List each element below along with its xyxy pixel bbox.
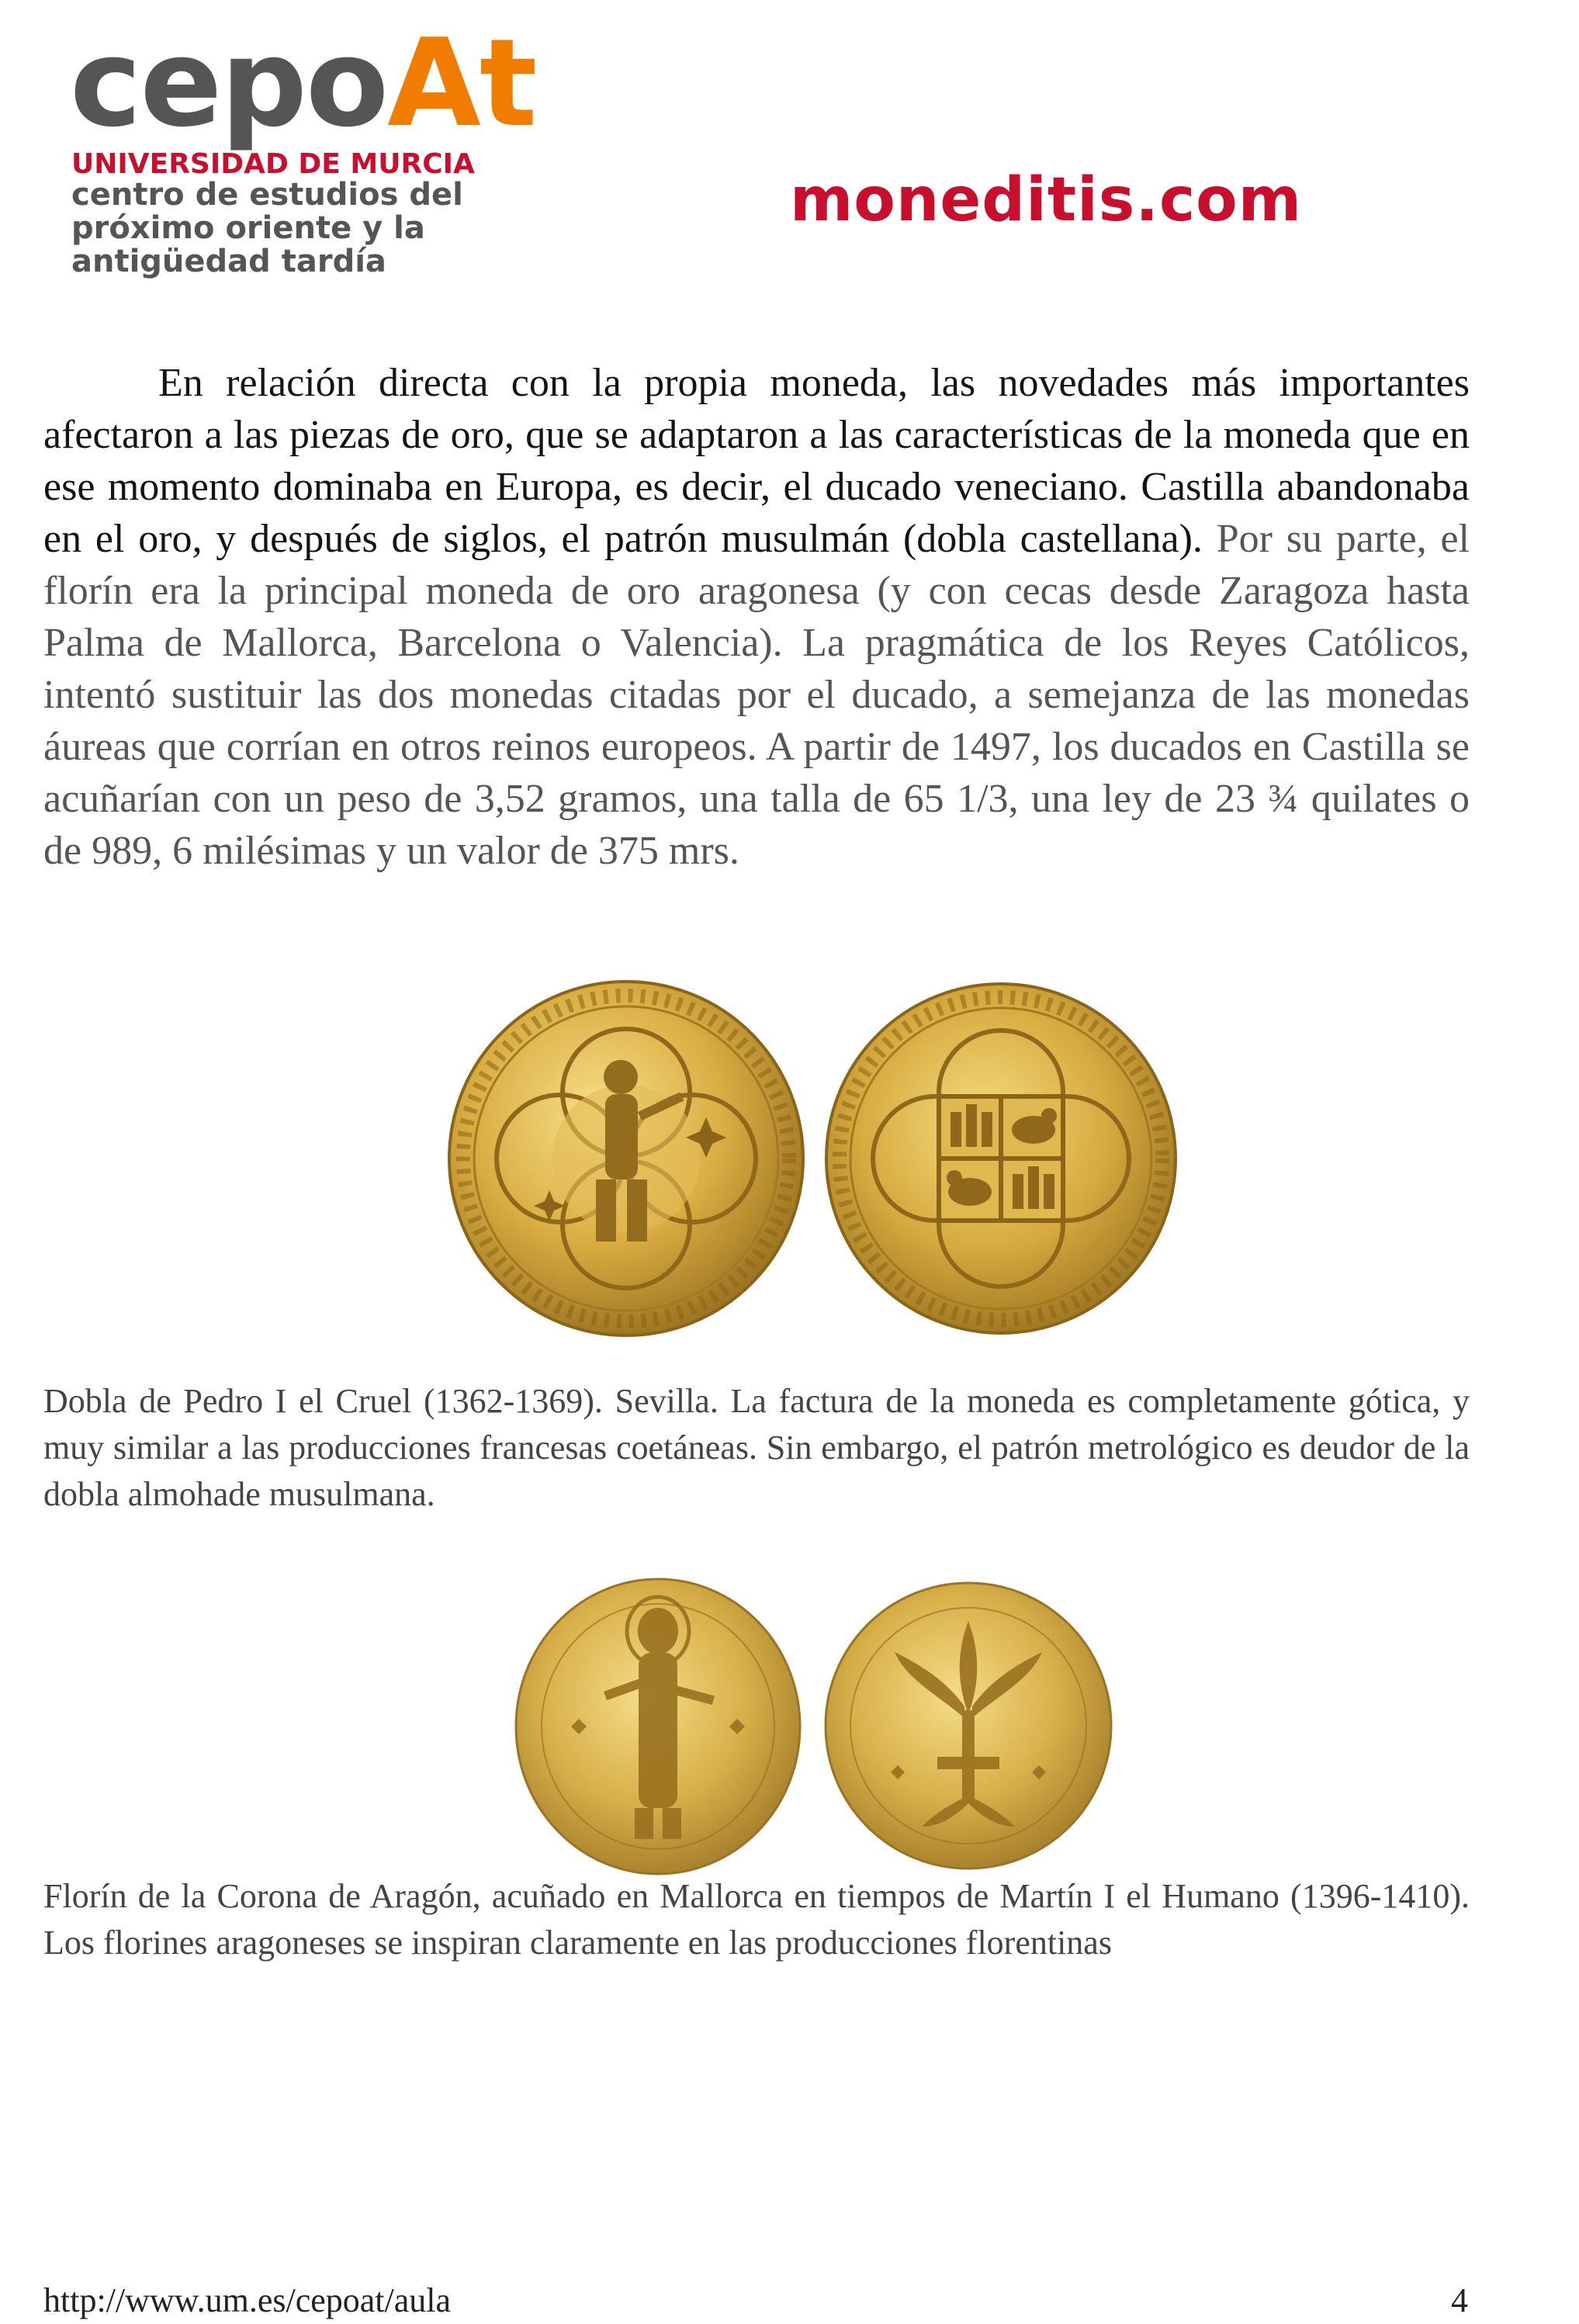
dobla-obverse-coin (444, 976, 809, 1341)
footer-url[interactable]: http://www.um.es/cepoat/aula (43, 2281, 452, 2319)
logo-university: UNIVERSIDAD DE MURCIA (71, 148, 475, 180)
logo-line: próximo oriente y la (71, 210, 425, 246)
logo-line: centro de estudios del (71, 177, 463, 213)
florin-obverse-coin (511, 1575, 805, 1878)
site-name: moneditis.com (790, 165, 1303, 235)
logo-subtitle (71, 178, 463, 279)
logo-wordmark: cepoAt (70, 12, 536, 154)
page-number: 4 (1451, 2281, 1468, 2319)
florin-coins-image (0, 1575, 1579, 1878)
logo-line: antigüedad tardía (71, 244, 386, 279)
paragraph-dark-text: En relación directa con la propia moneda, las novedades más importantes afectaron a las piezas de oro, que se adaptaron a las características de la moneda que en ese momento dominaba en Europa, es decir, el ducado veneciano. Castilla abandonaba en el oro, y después de siglos, el patrón musulmán (dobla castellana). (43, 361, 1470, 561)
main-paragraph (43, 357, 1470, 877)
dobla-reverse-coin (822, 976, 1179, 1341)
figure-caption-florin: Florín de la Corona de Aragón, acuñado en Mallorca en tiempos de Martín I el Humano (1396-1410). Los florines aragoneses se inspiran claramente en las producciones florentinas (43, 1877, 1470, 1962)
figure-caption-dobla: Dobla de Pedro I el Cruel (1362-1369). Sevilla. La factura de la moneda es completamente gótica, y muy similar a las producciones francesas coetáneas. Sin embargo, el patrón metrológico es deudor de la dobla almohade musulmana. (43, 1382, 1470, 1513)
dobla-coins-image (0, 976, 1579, 1341)
florin-reverse-coin (821, 1578, 1116, 1873)
paragraph-gray-text: Por su parte, el florín era la principal moneda de oro aragonesa (y con cecas desde Zaragoza hasta Palma de Mallorca, Barcelona o Valencia). La pragmática de los Reyes Católicos, intentó sustituir las dos monedas citadas por el ducado, a semejanza de las monedas áureas que corrían en otros reinos europeos. A partir de 1497, los ducados en Castilla se acuñarían con un peso de 3,52 gramos, una talla de 65 1/3, una ley de 23 ¾ quilates o de 989, 6 milésimas y un valor de 375 mrs. (43, 517, 1470, 873)
cepoat-logo (70, 12, 536, 279)
